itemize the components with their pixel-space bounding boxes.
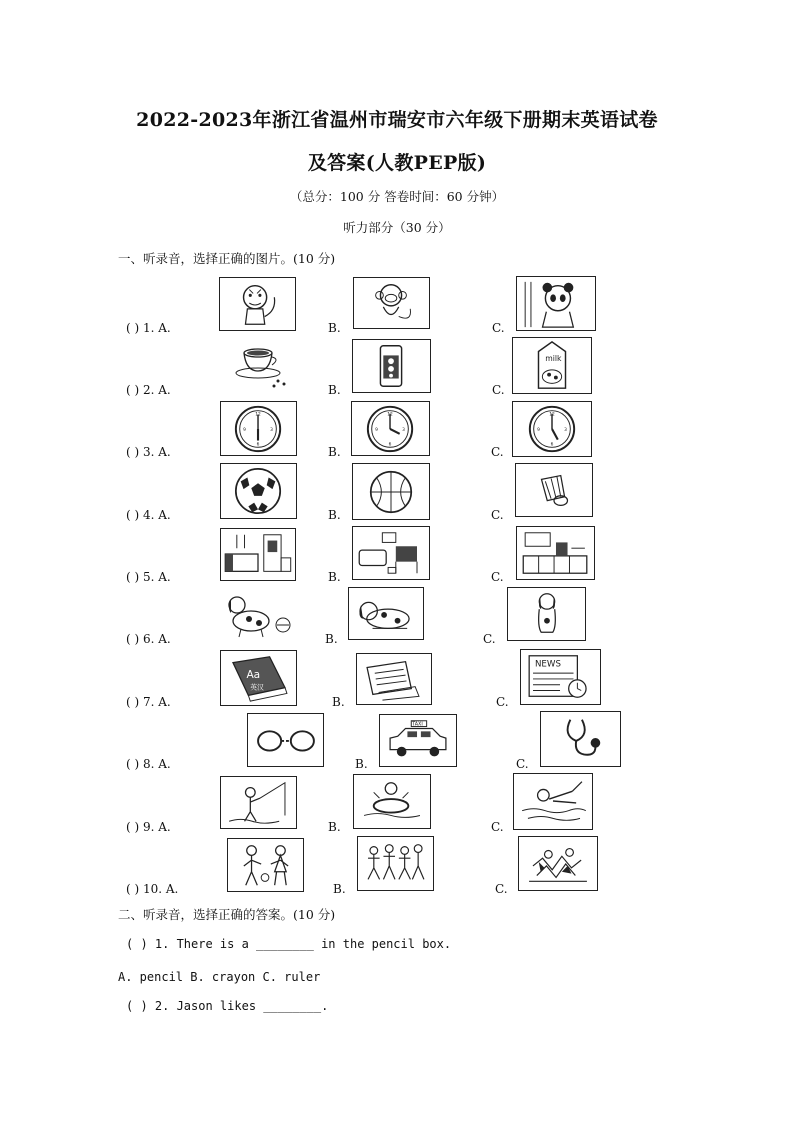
document-title-line-2: 及答案(人教PEP版) (307, 152, 487, 174)
messy-picture[interactable] (518, 836, 598, 891)
svg-text:9: 9 (375, 427, 378, 433)
fishing-picture[interactable] (220, 776, 297, 829)
swimming-picture[interactable] (513, 773, 593, 830)
basketball-picture[interactable] (352, 463, 430, 520)
section-2-question-1-options: A. pencil B. crayon C. ruler (118, 970, 321, 984)
q8-option-c-label: C. (516, 757, 529, 771)
svg-text:12: 12 (387, 412, 393, 418)
q10-option-c-label: C. (495, 882, 508, 896)
dictionary-cover-text-2: 英汉 (250, 683, 264, 692)
cola-can-picture[interactable] (352, 339, 431, 393)
question-1-label: ( ) 1. A. (126, 321, 171, 335)
q2-option-c-label: C. (492, 383, 505, 397)
bedroom-picture[interactable] (220, 528, 296, 581)
milk-carton-picture[interactable] (512, 337, 592, 394)
q7-option-c-label: C. (496, 695, 509, 709)
svg-text:12: 12 (549, 412, 555, 418)
q7-option-b-label: B. (332, 695, 345, 709)
dictionary-picture[interactable] (220, 650, 297, 706)
q4-option-c-label: C. (491, 508, 504, 522)
question-6-label: ( ) 6. A. (126, 632, 171, 646)
section-1-heading: 一、听录音，选择正确的图片。(10 分) (118, 251, 336, 266)
q8-option-b-label: B. (355, 757, 368, 771)
taxi-sign: TAXI (412, 722, 423, 728)
handcuffs-picture[interactable] (247, 713, 324, 767)
svg-text:6: 6 (388, 442, 392, 448)
svg-text:9: 9 (243, 427, 246, 433)
swim-ring-picture[interactable] (353, 774, 431, 829)
q4-option-b-label: B. (328, 508, 341, 522)
panda-picture[interactable] (516, 276, 596, 331)
dictionary-cover-text: Aa (246, 669, 261, 681)
kitchen-picture[interactable] (516, 526, 595, 580)
q5-option-c-label: C. (491, 570, 504, 584)
q3-option-b-label: B. (328, 445, 341, 459)
svg-text:3: 3 (564, 427, 567, 433)
question-8-label: ( ) 8. A. (126, 757, 171, 771)
q10-option-b-label: B. (333, 882, 346, 896)
question-10-label: ( ) 10. A. (126, 882, 179, 896)
question-3-label: ( ) 3. A. (126, 445, 171, 459)
taxi-picture[interactable] (379, 714, 457, 767)
svg-text:milk: milk (545, 354, 562, 364)
dog-sitting-picture[interactable] (507, 587, 586, 641)
q1-option-c-label: C. (492, 321, 505, 335)
clock-a-picture[interactable] (220, 401, 297, 456)
svg-text:3: 3 (270, 427, 273, 433)
q1-option-b-label: B. (328, 321, 341, 335)
football-picture[interactable] (220, 463, 297, 519)
question-5-label: ( ) 5. A. (126, 570, 171, 584)
q9-option-b-label: B. (328, 820, 341, 834)
shuttlecock-picture[interactable] (515, 463, 593, 517)
living-room-picture[interactable] (352, 526, 430, 580)
newspaper-picture[interactable] (520, 649, 601, 705)
question-4-label: ( ) 4. A. (126, 508, 171, 522)
q2-option-b-label: B. (328, 383, 341, 397)
tiger-picture[interactable] (219, 277, 296, 331)
q9-option-c-label: C. (491, 820, 504, 834)
stethoscope-picture[interactable] (540, 711, 621, 767)
question-2-label: ( ) 2. A. (126, 383, 171, 397)
clock-b-picture[interactable] (351, 401, 430, 456)
section-2-heading: 二、听录音，选择正确的答案。(10 分) (118, 907, 336, 922)
monkey-picture[interactable] (353, 277, 430, 329)
clock-c-picture[interactable] (512, 401, 592, 457)
q6-option-b-label: B. (325, 632, 338, 646)
papers-picture[interactable] (356, 653, 432, 705)
q5-option-b-label: B. (328, 570, 341, 584)
svg-text:3: 3 (402, 427, 405, 433)
q3-option-c-label: C. (491, 445, 504, 459)
document-title-line-1: 2022-2023年浙江省温州市瑞安市六年级下册期末英语试卷 (136, 109, 658, 131)
exam-meta: （总分：100 分 答卷时间：60 分钟） (289, 189, 505, 204)
svg-text:6: 6 (550, 442, 554, 448)
group-dancing-picture[interactable] (357, 836, 434, 891)
q6-option-c-label: C. (483, 632, 496, 646)
dog-lying-picture[interactable] (348, 587, 424, 640)
svg-text:6: 6 (256, 442, 260, 448)
newspaper-headline: NEWS (534, 659, 561, 670)
question-7-label: ( ) 7. A. (126, 695, 171, 709)
dog-with-ball-picture[interactable] (219, 589, 296, 641)
question-9-label: ( ) 9. A. (126, 820, 171, 834)
section-2-question-2: ( ) 2. Jason likes ________. (126, 999, 329, 1013)
svg-text:9: 9 (537, 427, 540, 433)
svg-text:12: 12 (255, 412, 261, 418)
section-2-question-1: ( ) 1. There is a ________ in the pencil box. (126, 937, 452, 951)
two-children-picture[interactable] (227, 838, 304, 892)
listening-header: 听力部分（30 分） (343, 220, 451, 235)
coffee-cup-picture[interactable] (222, 339, 296, 392)
